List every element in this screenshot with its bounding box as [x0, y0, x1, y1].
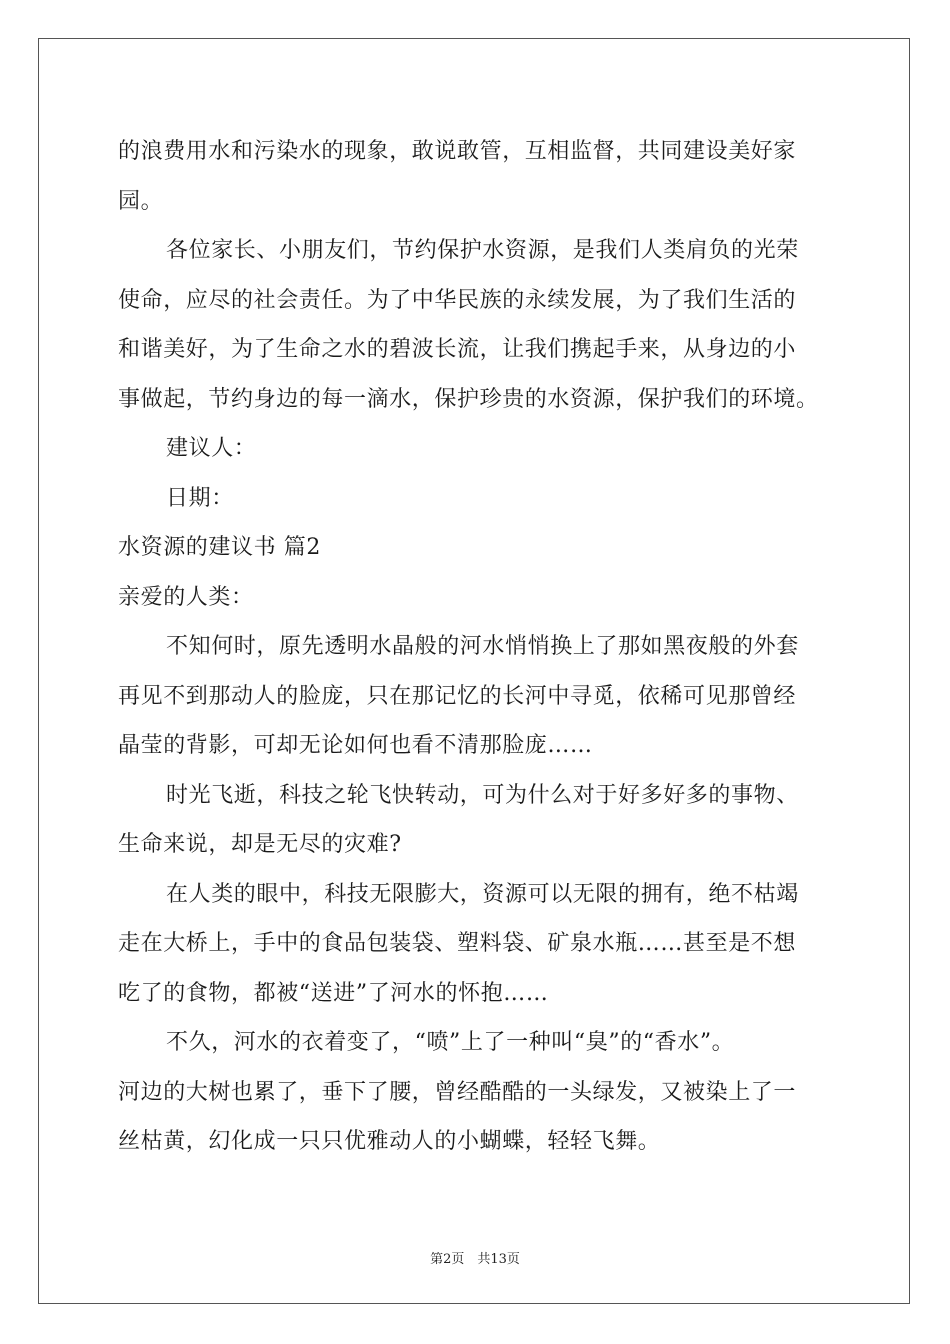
text-line: 丝枯黄，幻化成一只只优雅动人的小蝴蝶，轻轻飞舞。 — [118, 1129, 661, 1154]
text-line: 再见不到那动人的脸庞，只在那记忆的长河中寻觅，依稀可见那曾经 — [118, 683, 797, 709]
text-line: 走在大桥上，手中的食品包装袋、塑料袋、矿泉水瓶……甚至是不想 — [118, 931, 797, 956]
text-line: 河边的大树也累了，垂下了腰，曾经酷酷的一头绿发，又被染上了一 — [118, 1079, 797, 1105]
paragraph-start-line: 在人类的眼中，科技无限膨大，资源可以无限的拥有，绝不枯竭 — [166, 881, 799, 907]
text-line: 园。 — [118, 188, 164, 214]
text-line: 使命，应尽的社会责任。为了中华民族的永续发展，为了我们生活的 — [118, 287, 797, 313]
paragraph-start-line: 各位家长、小朋友们，节约保护水资源，是我们人类肩负的光荣 — [166, 238, 799, 263]
date-label: 日期： — [166, 485, 234, 511]
salutation: 亲爱的人类： — [118, 584, 254, 610]
signature-label: 建议人： — [166, 436, 257, 461]
page-number-footer: 第2页 共13页 — [430, 1252, 520, 1267]
section-heading: 水资源的建议书 篇2 — [118, 535, 321, 560]
document-body — [118, 127, 838, 1167]
text-line: 的浪费用水和污染水的现象，敢说敢管，互相监督，共同建设美好家 — [118, 139, 797, 164]
paragraph-start-line: 不知何时，原先透明水晶般的河水悄悄换上了那如黑夜般的外套 — [166, 634, 799, 659]
paragraph-start-line: 不久，河水的衣着变了，“喷”上了一种叫“臭”的“香水”。 — [166, 1030, 735, 1055]
text-line: 晶莹的背影，可却无论如何也看不清那脸庞…… — [118, 733, 593, 758]
paragraph-start-line: 时光飞逝，科技之轮飞快转动，可为什么对于好多好多的事物、 — [166, 782, 799, 808]
text-line: 事做起，节约身边的每一滴水，保护珍贵的水资源，保护我们的环境。 — [118, 386, 819, 412]
text-line: 和谐美好，为了生命之水的碧波长流，让我们携起手来，从身边的小 — [118, 337, 797, 362]
text-line: 吃了的食物，都被“送进”了河水的怀抱…… — [118, 980, 549, 1006]
text-line: 生命来说，却是无尽的灾难? — [118, 832, 402, 857]
